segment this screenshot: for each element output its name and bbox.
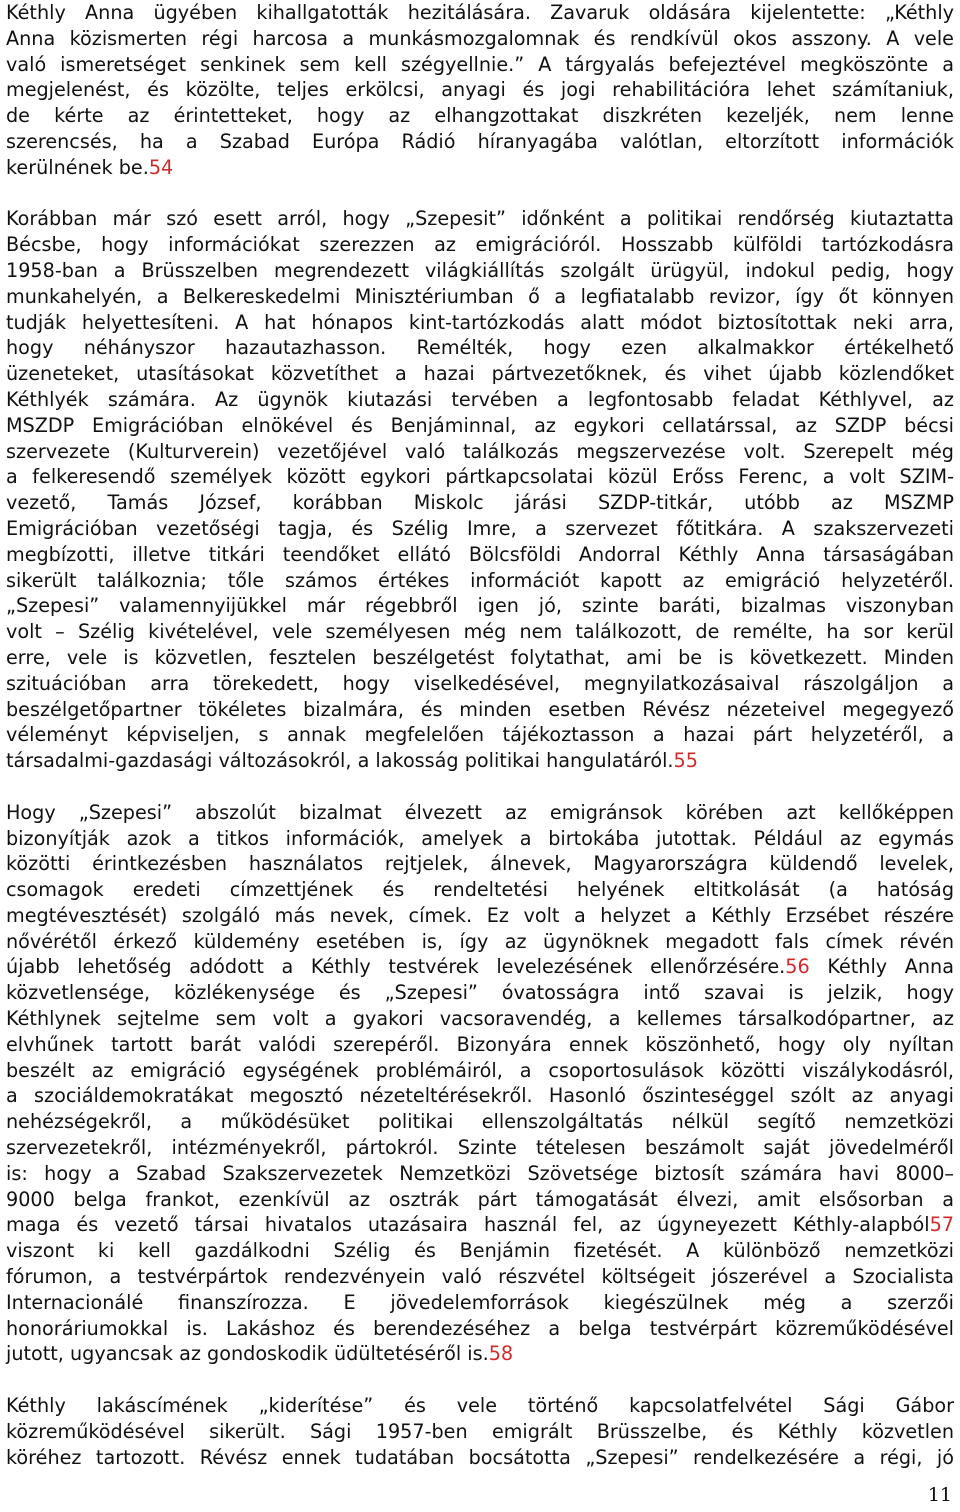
- text-line: Kéthly lakáscímének „kiderítése” és vele történő kapcsolatfelvétel Sági Gábor: [6, 1394, 954, 1418]
- text-line: nehézségekről, a működésüket politikai ellenszolgáltatás nélkül segítő nemzetközi: [6, 1110, 954, 1134]
- paragraph-gap: [6, 181, 954, 207]
- text-line: a felkeresendő személyek között egykori pártkapcsolatai közül Erőss Ferenc, a volt SZIM-: [6, 465, 954, 489]
- text-line: hogy néhányszor hazautazhasson. Remélték, hogy ezen alkalmakkor értékelhető: [6, 336, 954, 360]
- text-line: Kéthlynek sejtelme sem volt a gyakori vacsoravendég, a kellemes társalkodópartner, az: [6, 1007, 954, 1031]
- text-line: fórumon, a testvérpártok rendezvényein való részvétel költségeit jószerével a Szocialista: [6, 1265, 954, 1289]
- text-line: Korábban már szó esett arról, hogy „Szepesit” időnként a politikai rendőrség kiutaztatta: [6, 207, 954, 231]
- text-line: honoráriumokkal is. Lakáshoz és berendezéséhez a belga testvérpárt közreműködésével: [6, 1316, 954, 1340]
- text-line: szervezetekről, intézményekről, pártokról. Szinte tételesen beszámolt saját jövedelméről: [6, 1136, 954, 1160]
- line-text: újabb lehetőség adódott a Kéthly testvérek levelezésének ellenőrzésére.: [6, 955, 786, 979]
- text-line: [6, 748, 954, 774]
- footnote-reference[interactable]: 54: [148, 155, 174, 179]
- text-line: megtévesztését) szolgáló más nevek, címek. Ez volt a helyzet a Kéthly Erzsébet részére: [6, 903, 954, 927]
- paragraph-gap: [6, 774, 954, 800]
- text-line: köréhez tartozott. Révész ennek tudatában bocsátotta „Szepesi” rendelkezésére a régi, jó: [6, 1445, 954, 1469]
- text-line: MSZDP Emigrációban elnökével és Benjáminnal, az egykori cellatárssal, az SZDP bécsi: [6, 413, 954, 437]
- text-line: „Szepesi” valamennyijükkel már régebbről igen jó, szinte baráti, bizalmas viszonyban: [6, 594, 954, 618]
- text-line: viszont ki kell gazdálkodni Szélig és Benjámin fizetését. A különböző nemzetközi: [6, 1239, 954, 1263]
- text-line: volt – Szélig kivételével, vele személyesen még nem találkozott, de remélte, ha sor kerül: [6, 620, 954, 644]
- text-line: de kérte az érintetteket, hogy az elhangzottakat diszkréten kezeljék, nem lenne: [6, 104, 954, 128]
- text-line: a szociáldemokratákat megosztó nézeteltérésekről. Hasonló őszinteséggel szólt az anyagi: [6, 1084, 954, 1108]
- paragraph-gap: [6, 1367, 954, 1393]
- text-line: [6, 1212, 954, 1238]
- text-line: [6, 155, 954, 181]
- text-line: Internacionálé finanszírozza. E jövedelemforrások kiegészülnek még a szerzői: [6, 1290, 954, 1314]
- text-line: Kéthly Anna ügyében kihallgatották hezitálására. Zavaruk oldására kijelentette: „Kéthly: [6, 1, 954, 24]
- text-line: közreműködésével sikerült. Sági 1957-ben emigrált Brüsszelbe, és Kéthly közvetlen: [6, 1419, 954, 1443]
- document-page: [6, 0, 954, 1470]
- footnote-reference[interactable]: 55: [673, 749, 698, 773]
- text-line: sikerült találkoznia; tőle számos értékes információt kapott az emigráció helyzetéről.: [6, 568, 954, 592]
- text-line: munkahelyén, a Belkereskedelmi Minisztériumban ő a legfiatalabb revizor, így őt könnyen: [6, 284, 954, 308]
- line-text: jutott, ugyancsak az gondoskodik üdültetéséről is.: [6, 1342, 489, 1366]
- text-line: megbízotti, illetve titkári teendőket ellátó Bölcsföldi Andorral Kéthly Anna társaságában: [6, 542, 954, 566]
- text-line: Kéthlyék számára. Az ügynök kiutazási tervében a legfontosabb feladat Kéthlyvel, az: [6, 387, 954, 411]
- footnote-reference[interactable]: 58: [488, 1342, 514, 1366]
- text-line: közvetlensége, közlékenysége és „Szepesi” óvatosságra intő szavai is jelzik, hogy: [6, 981, 954, 1005]
- text-line: 9000 belga frankot, ezenkívül az osztrák párt támogatását élvezi, amit elsősorban a: [6, 1187, 954, 1211]
- line-text: kerülnének be.: [6, 155, 149, 179]
- text-line: elvhűnek tartott barát valódi szerepéről. Bizonyára ennek köszönhető, hogy oly nyíltan: [6, 1032, 954, 1056]
- paragraph: [6, 1393, 954, 1470]
- text-line: közötti érintkezésben használatos rejtjelek, álnevek, Magyarországra küldendő levelek,: [6, 852, 954, 876]
- text-line: szituációban arra törekedett, hogy viselkedésével, megnyilatkozásaival rászolgáljon a: [6, 671, 954, 695]
- text-line: Emigrációban vezetőségi tagja, és Szélig Imre, a szervezet főtitkára. A szakszervezeti: [6, 516, 954, 540]
- text-line: véleményt képviseljen, s annak megfelelően tájékoztasson a hazai párt helyzetéről, a: [6, 723, 954, 747]
- line-text: maga és vezető társai hivatalos utazásaira használ fel, az úgyneyezett Kéthly-alapból: [6, 1213, 930, 1237]
- text-line: Hogy „Szepesi” abszolút bizalmat élvezett az emigránsok körében azt kellőképpen: [6, 800, 954, 824]
- text-line: bizonyítják azok a titkos információk, amelyek a birtokába jutottak. Például az egymás: [6, 826, 954, 850]
- paragraph: [6, 206, 954, 774]
- line-text: Kéthly Anna: [809, 955, 954, 979]
- text-line: üzeneteket, utasításokat közvetíthet a hazai pártvezetőknek, és vihet újabb közlendőket: [6, 362, 954, 386]
- text-line: szerencsés, ha a Szabad Európa Rádió híranyagába valótlan, eltorzított információk: [6, 129, 954, 153]
- page-number: 11: [927, 1484, 952, 1506]
- text-line: erre, vele is közvetlen, fesztelen beszélgetést folytathat, ami be is következett. Minden: [6, 645, 954, 669]
- text-line: is: hogy a Szabad Szakszervezetek Nemzetközi Szövetsége biztosít számára havi 8000–: [6, 1161, 954, 1185]
- text-line: beszélt az emigráció egységének problémáiról, a csoportosulások közötti viszálykodásról,: [6, 1058, 954, 1082]
- text-line: vezető, Tamás József, korábban Miskolc járási SZDP-titkár, utóbb az MSZMP: [6, 491, 954, 515]
- text-line: megjelenést, és közölte, teljes erkölcsi, anyagi és jogi rehabilitációra lehet számítaniuk,: [6, 78, 954, 102]
- text-line: szervezete (Kulturverein) vezetőjével való találkozás megszervezése volt. Szerepelt még: [6, 439, 954, 463]
- text-line: beszélgetőpartner tökéletes bizalmára, és minden esetben Révész nézeteivel megegyező: [6, 697, 954, 721]
- paragraph: [6, 0, 954, 181]
- text-line: Anna közismerten régi harcosa a munkásmozgalomnak és rendkívül okos asszony. A vele: [6, 26, 954, 50]
- text-line: csomagok eredeti címzettjének és rendeltetési helyének eltitkolását (a hatóság: [6, 878, 954, 902]
- text-line: Bécsbe, hogy információkat szerezzen az emigrációról. Hosszabb külföldi tartózkodásra: [6, 233, 954, 257]
- text-line: [6, 1341, 954, 1367]
- line-text: társadalmi-gazdasági változásokról, a lakosság politikai hangulatáról.: [6, 749, 674, 773]
- text-line: 1958-ban a Brüsszelben megrendezett világkiállítás szolgált ürügyül, indokul pedig, hogy: [6, 258, 954, 282]
- footnote-reference[interactable]: 56: [785, 955, 810, 979]
- paragraph: [6, 800, 954, 1368]
- text-line: tudják helyettesíteni. A hat hónapos kint-tartózkodás alatt módot biztosítottak neki arra,: [6, 310, 954, 334]
- text-line: [6, 954, 954, 980]
- text-line: való ismeretséget senkinek sem kell szégyellnie.” A tárgyalás befejeztével megköszönte a: [6, 52, 954, 76]
- footnote-reference[interactable]: 57: [929, 1213, 954, 1237]
- text-line: nővérétől érkező küldemény esetében is, így az ügynöknek megadott fals címek révén: [6, 929, 954, 953]
